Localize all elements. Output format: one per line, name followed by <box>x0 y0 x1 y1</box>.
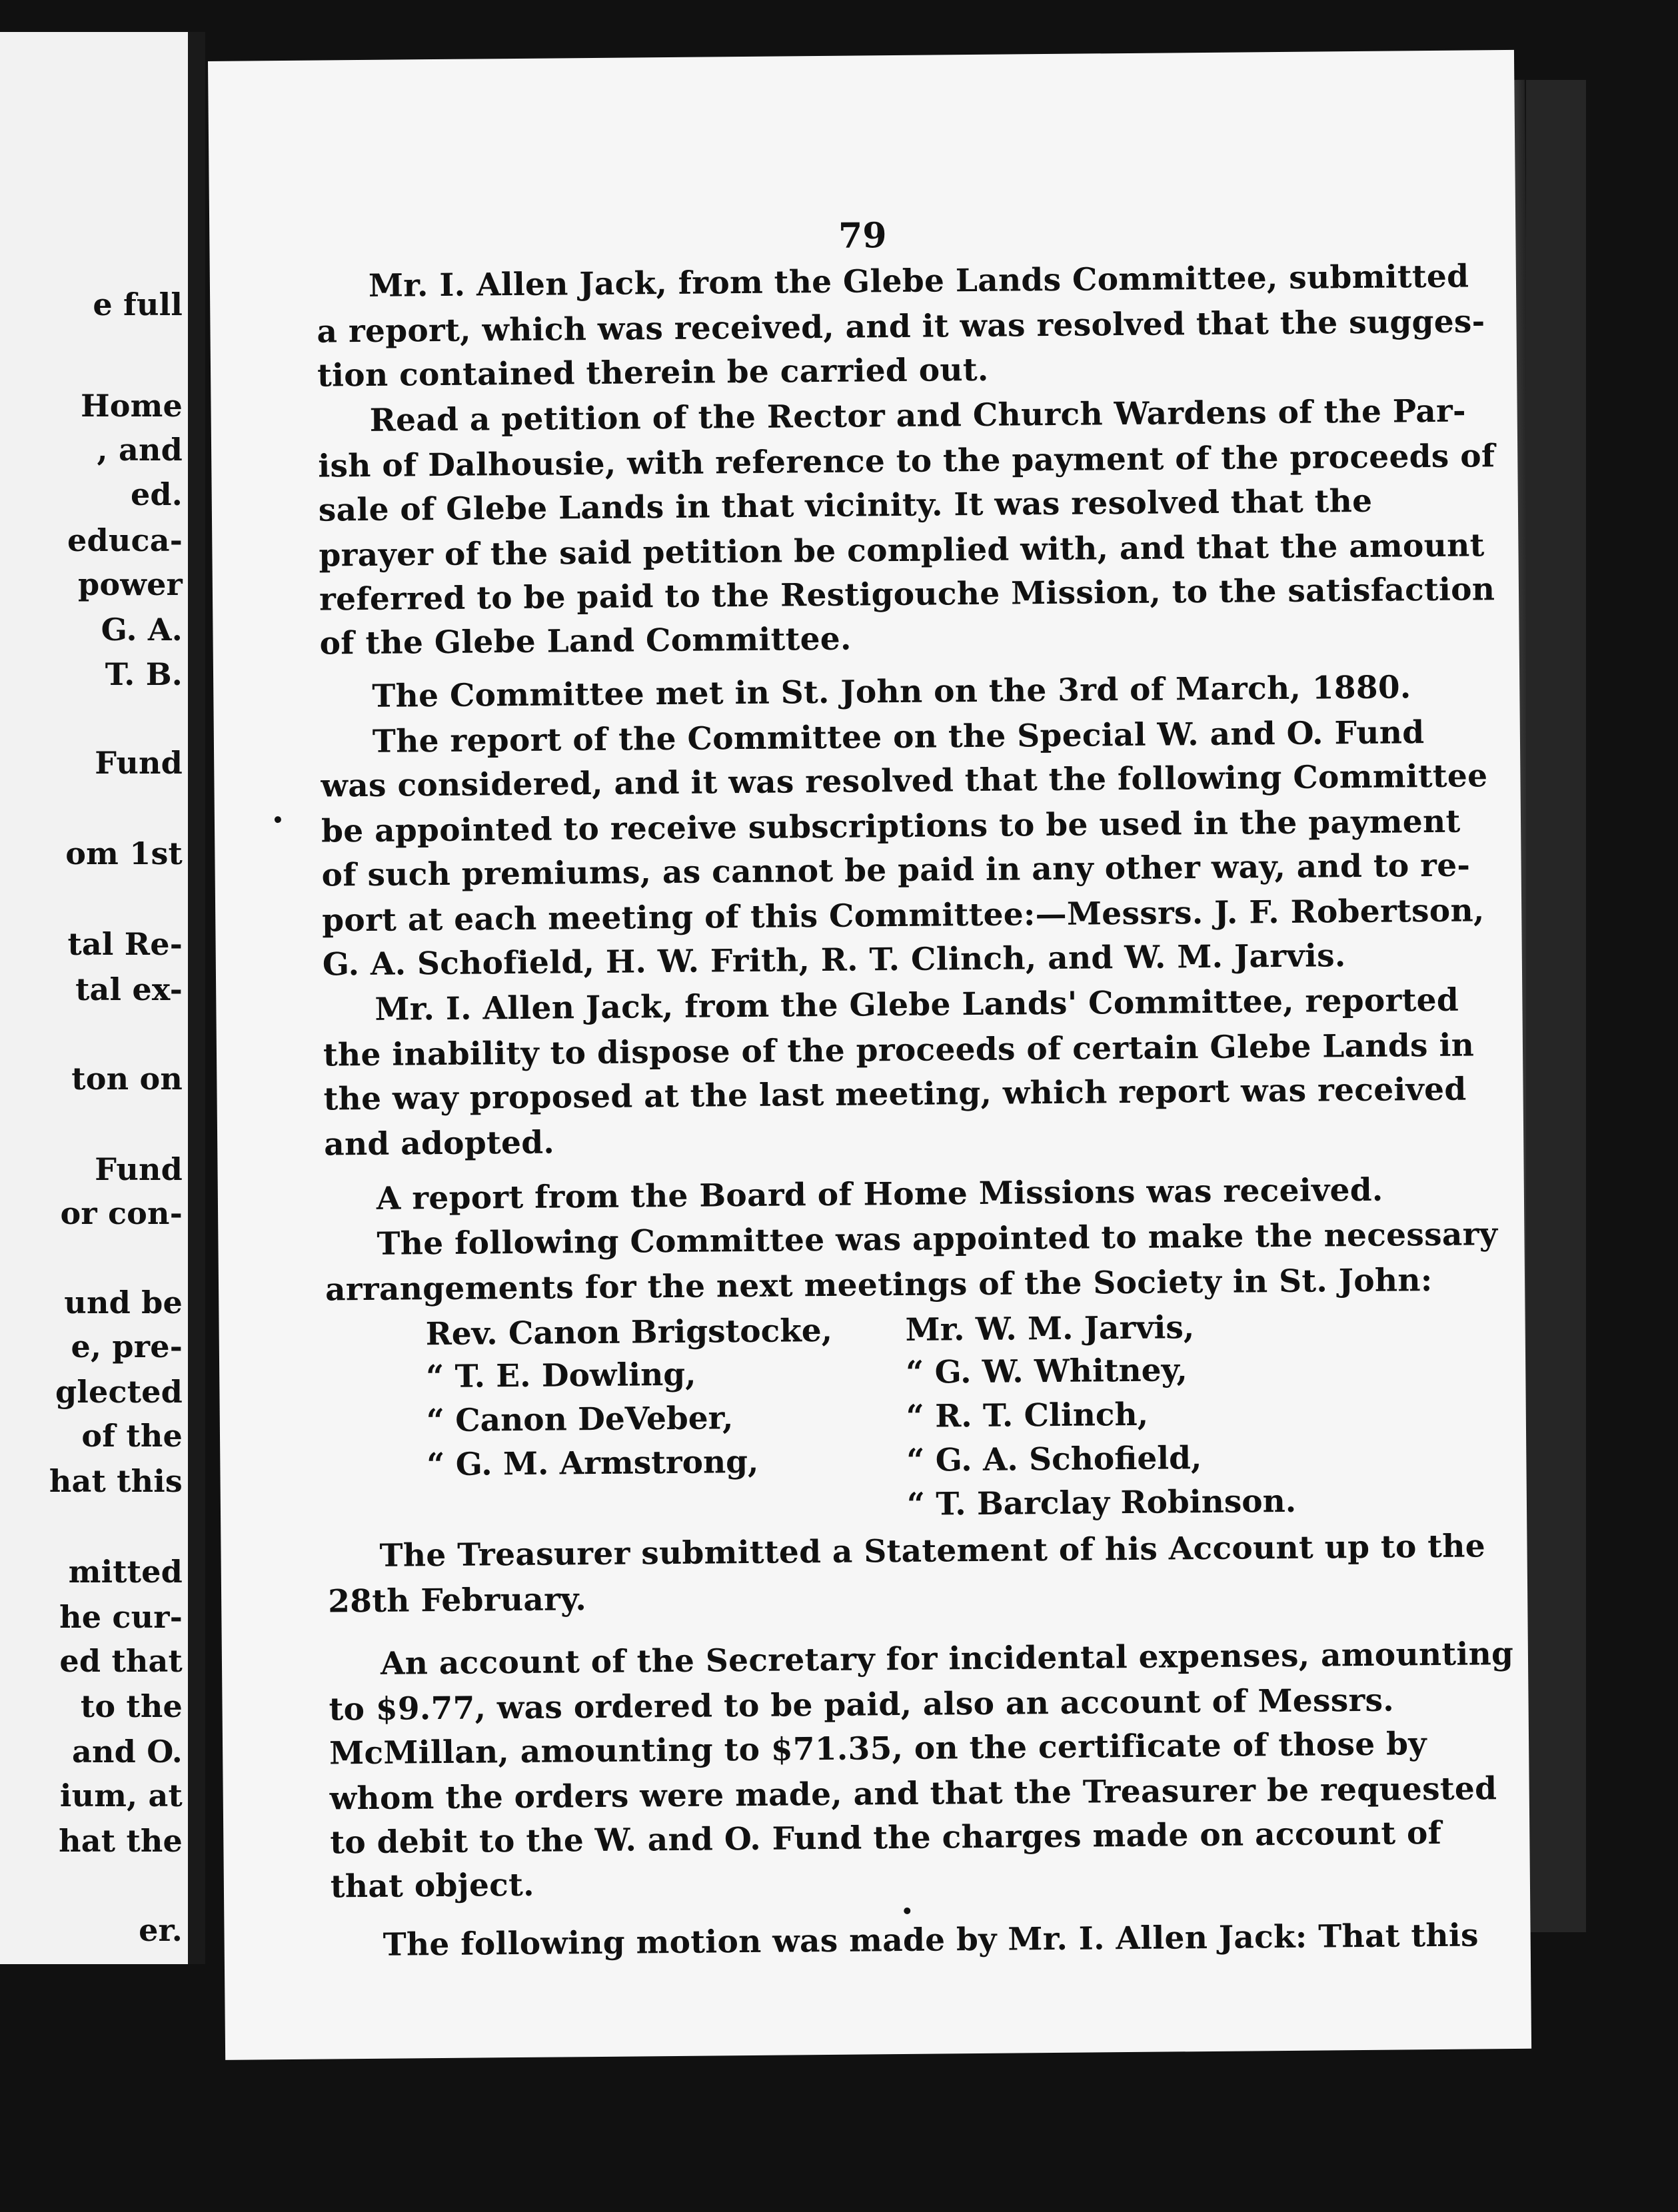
text-line: a report, which was received, and it was resolved that the sugges- <box>317 303 1485 350</box>
left-fragment: om 1st <box>65 835 183 871</box>
text-line: of the Glebe Land Committee. <box>319 620 852 662</box>
left-fragment: to the <box>80 1688 183 1724</box>
text-line: The following Committee was appointed to make the necessary <box>377 1216 1498 1263</box>
text-line: the inability to dispose of the proceeds of certain Glebe Lands in <box>323 1027 1475 1074</box>
text-line: the way proposed at the last meeting, which report was received <box>323 1071 1467 1118</box>
ink-speck <box>904 1908 910 1914</box>
facing-page-fragment <box>0 32 205 1964</box>
committee-member: “ G. M. Armstrong, <box>426 1443 759 1484</box>
text-line: Mr. I. Allen Jack, from the Glebe Lands' Committee, reported <box>375 981 1459 1028</box>
left-fragment: he cur- <box>59 1599 183 1635</box>
text-line: referred to be paid to the Restigouche Mission, to the satisfaction <box>319 571 1495 618</box>
left-fragment: educa- <box>67 522 183 558</box>
text-line: to $9.77, was ordered to be paid, also an account of Messrs. <box>329 1682 1395 1728</box>
left-fragment: Fund <box>95 745 183 781</box>
left-fragment: tal ex- <box>75 971 183 1007</box>
left-fragment: G. A. <box>101 612 183 648</box>
left-fragment: tal Re- <box>67 926 183 962</box>
committee-member: “ R. T. Clinch, <box>906 1396 1149 1435</box>
committee-member: Mr. W. M. Jarvis, <box>905 1309 1195 1349</box>
committee-member: “ G. A. Schofield, <box>906 1440 1202 1479</box>
text-line: prayer of the said petition be complied with, and that the amount <box>319 527 1485 574</box>
text-line: An account of the Secretary for incidental expenses, amounting <box>380 1635 1514 1682</box>
left-fragment: of the <box>81 1418 183 1454</box>
left-fragment: glected <box>55 1374 183 1410</box>
text-line: 28th February. <box>327 1581 587 1620</box>
committee-member: “ Canon DeVeber, <box>426 1400 734 1440</box>
left-fragment: Fund <box>95 1151 183 1187</box>
committee-member: Rev. Canon Brigstocke, <box>425 1312 833 1353</box>
text-line: The Committee met in St. John on the 3rd of March, 1880. <box>372 669 1411 715</box>
page-number: 79 <box>838 215 887 257</box>
left-fragment: and O. <box>71 1734 183 1770</box>
left-fragment: , and <box>97 432 183 468</box>
text-line: ish of Dalhousie, with reference to the payment of the proceeds of <box>318 438 1495 485</box>
text-line: A report from the Board of Home Missions was received. <box>376 1171 1383 1217</box>
left-fragment: or con- <box>60 1195 183 1231</box>
text-line: The report of the Committee on the Special W. and O. Fund <box>372 714 1425 760</box>
left-fragment: Home <box>81 388 183 424</box>
left-fragment: ton on <box>71 1061 183 1097</box>
text-line: that object. <box>330 1866 534 1906</box>
committee-member: “ G. W. Whitney, <box>905 1352 1188 1391</box>
left-fragment: und be <box>64 1285 183 1321</box>
left-fragment: e full <box>93 286 183 322</box>
text-line: arrangements for the next meetings of the Society in St. John: <box>325 1262 1433 1309</box>
text-line: and adopted. <box>323 1124 555 1163</box>
book-page <box>208 50 1531 2060</box>
left-fragment: mitted <box>68 1554 183 1590</box>
text-line: sale of Glebe Lands in that vicinity. It was resolved that the <box>318 482 1373 529</box>
text-line: G. A. Schofield, H. W. Frith, R. T. Clinch, and W. M. Jarvis. <box>322 937 1346 983</box>
ink-speck <box>275 816 281 823</box>
text-line: The Treasurer submitted a Statement of his Account up to the <box>379 1528 1486 1574</box>
text-line: be appointed to receive subscriptions to be used in the payment <box>321 803 1461 850</box>
text-line: port at each meeting of this Committee:—Messrs. J. F. Robertson, <box>322 892 1485 939</box>
left-fragment: ium, at <box>59 1778 183 1814</box>
text-line: tion contained therein be carried out. <box>317 351 989 394</box>
left-fragment: hat this <box>49 1463 183 1499</box>
text-line: Read a petition of the Rector and Church Wardens of the Par- <box>369 392 1467 439</box>
left-fragment: hat the <box>59 1823 183 1859</box>
text-line: was considered, and it was resolved that the following Committee <box>321 758 1488 805</box>
committee-member: “ T. Barclay Robinson. <box>906 1482 1297 1523</box>
book-spine <box>1526 80 1586 1932</box>
left-fragment: power <box>78 566 183 602</box>
left-fragment: ed that <box>59 1643 183 1679</box>
text-line: of such premiums, as cannot be paid in any other way, and to re- <box>321 847 1471 894</box>
text-line: to debit to the W. and O. Fund the charges made on account of <box>330 1814 1442 1862</box>
text-line: McMillan, amounting to $71.35, on the certificate of those by <box>329 1726 1427 1772</box>
left-fragment: er. <box>139 1912 183 1948</box>
text-line: The following motion was made by Mr. I. Allen Jack: That this <box>383 1917 1479 1963</box>
left-fragment: e, pre- <box>71 1329 183 1365</box>
left-fragment: T. B. <box>105 656 183 692</box>
text-line: Mr. I. Allen Jack, from the Glebe Lands Committee, submitted <box>368 258 1469 304</box>
text-line: whom the orders were made, and that the Treasurer be requested <box>329 1770 1497 1818</box>
left-fragment: ed. <box>130 476 183 512</box>
committee-member: “ T. E. Dowling, <box>426 1356 696 1396</box>
